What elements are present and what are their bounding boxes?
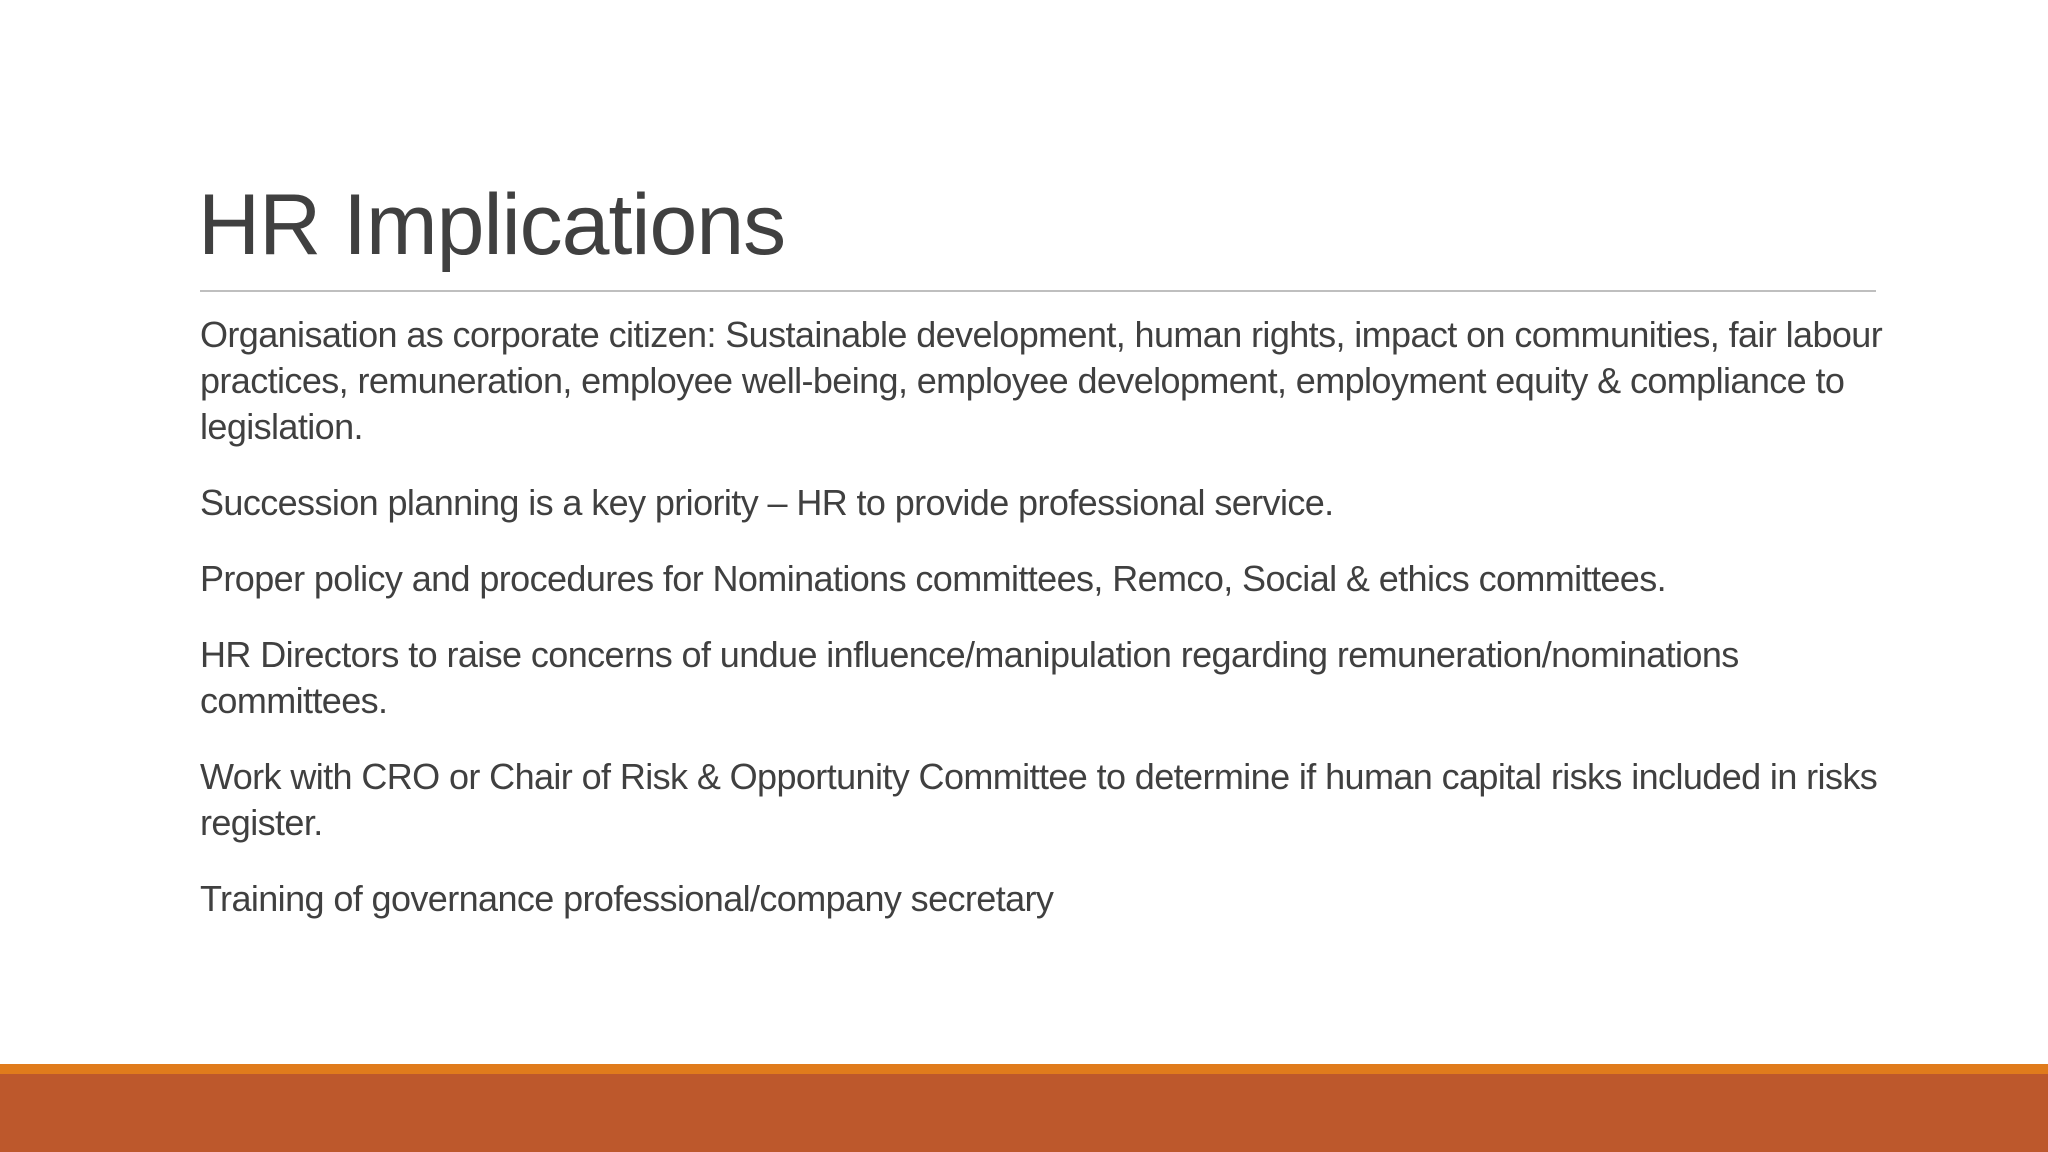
- footer-bar: [0, 1074, 2048, 1152]
- footer-accent-stripe: [0, 1064, 2048, 1074]
- paragraph-hr-directors: HR Directors to raise concerns of undue influence/manipulation regarding remuneration/nominations committees.: [200, 634, 1739, 721]
- title-divider: [200, 290, 1876, 292]
- paragraph-training: Training of governance professional/company secretary: [200, 878, 1054, 919]
- paragraph-cro-risk: Work with CRO or Chair of Risk & Opportunity Committee to determine if human capital risks included in risks register.: [200, 756, 1878, 843]
- paragraph-succession-planning: Succession planning is a key priority – HR to provide professional service.: [200, 482, 1334, 523]
- slide-body: [200, 312, 1890, 952]
- slide-title: HR Implications: [198, 177, 786, 273]
- paragraph-policy-procedures: Proper policy and procedures for Nominations committees, Remco, Social & ethics committees.: [200, 558, 1667, 599]
- paragraph-corporate-citizen: Organisation as corporate citizen: Sustainable development, human rights, impact on communities, fair labour practices, remuneration, employee well-being, employee development, employment equity & compliance to legislation.: [200, 314, 1883, 447]
